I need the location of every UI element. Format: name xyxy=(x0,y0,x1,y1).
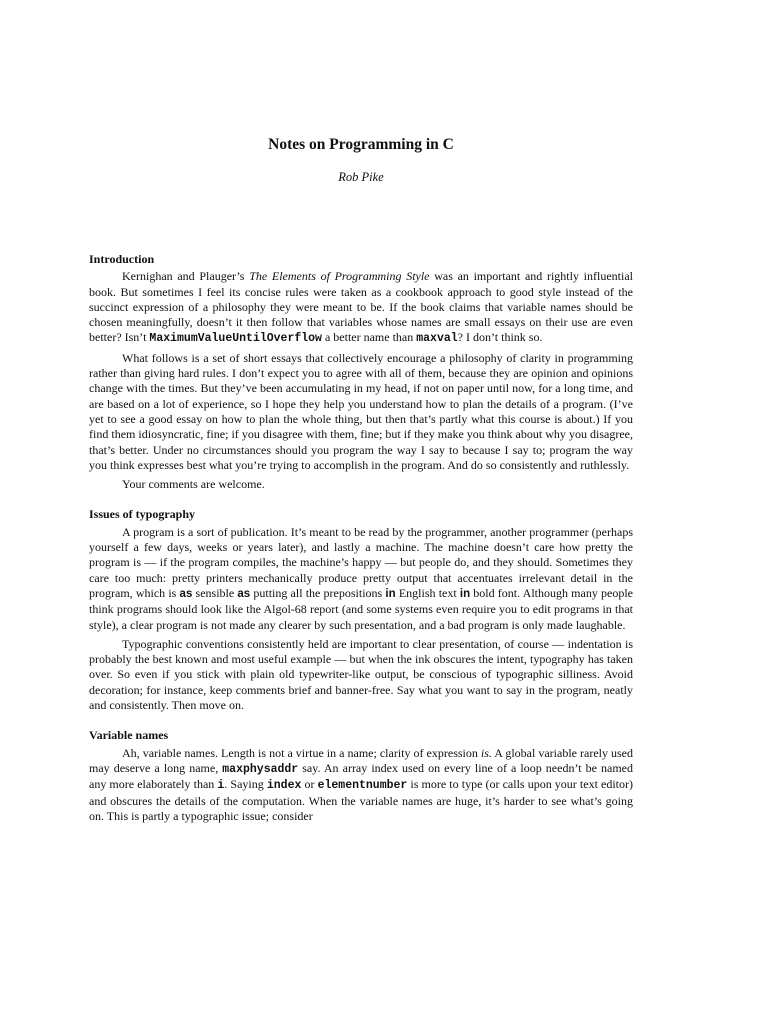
paragraph: Typographic conventions consistently held are important to clear presentation, of course — indentation is probably the best known and most useful example — but when the ink obscures the intent, typography has taken over. So even if you stick with plain old typewriter-like output, be conscious of typographic silliness. Avoid decoration; for instance, keep comments brief and banner-free. Say what you want to say in the program, neatly and consistently. Then move on. xyxy=(89,636,633,713)
code-identifier: MaximumValueUntilOverflow xyxy=(149,332,322,346)
paragraph: What follows is a set of short essays that collectively encourage a philosophy of clarity in programming rather than giving hard rules. I don’t expect you to agree with all of them, because they are opinion and opinions change with the times. But they’ve been accumulating in my head, if not on paper until now, for a long time, and are based on a lot of experience, so I hope they help you understand how to plan the details of a program. (I’ve yet to see a good essay on how to plan the whole thing, but then that’s partly what this course is about.) If you find them idiosyncratic, fine; if you disagree with them, fine; but if they make you think about why you disagree, that’s better. Under no circumstances should you program the way I say to because I say to; program the way you think expresses best what you’re trying to accomplish in the program. And do so consistently and ruthlessly. xyxy=(89,350,633,472)
document-title: Notes on Programming in C xyxy=(268,136,454,153)
code-identifier: maxval xyxy=(416,332,458,346)
section-heading: Issues of typography xyxy=(89,507,196,522)
code-identifier: i xyxy=(217,779,225,793)
document-author: Rob Pike xyxy=(338,170,384,184)
section-variable-names xyxy=(89,728,633,824)
code-identifier: elementnumber xyxy=(317,779,408,793)
code-identifier: index xyxy=(266,779,302,793)
paragraph: A program is a sort of publication. It’s meant to be read by the programmer, another programmer (perhaps yourself a few days, weeks or years later), and lastly a machine. The machine doesn’t care how pretty the program is — if the program compiles, the machine’s happy — but people do, and they should. Sometimes they care too much: pretty printers mechanically produce pretty output that accentuates irrelevant detail in the program, which is as sensible as putting all the prepositions in English text in bold font. Although many people think programs should look like the Algol-68 report (and some systems even require you to edit programs in that style), a clear program is not made any clearer by such presentation, and a bad program is only made laughable. xyxy=(89,524,634,632)
section-typography xyxy=(89,507,633,713)
document-body xyxy=(89,252,633,839)
section-heading: Introduction xyxy=(89,252,155,266)
code-identifier: maxphysaddr xyxy=(222,762,299,776)
paragraph: Ah, variable names. Length is not a virtue in a name; clarity of expression is. A global variable rarely used may deserve a long name, maxphysaddr say. An array index used on every line of a loop needn’t be named any more elaborately than i. Saying index or elementnumber is more to type (or calls upon your text editor) and obscures the details of the computation. When the variable names are huge, it’s harder to see what’s going on. This is partly a typographic issue; consider xyxy=(89,745,634,823)
paragraph: Your comments are welcome. xyxy=(122,477,265,492)
section-introduction xyxy=(89,252,633,492)
paragraph: Kernighan and Plauger’s The Elements of Programming Style was an important and rightly influential book. But sometimes I feel its concise rules were taken as a cookbook approach to good style instead of the succinct expression of a philosophy they were meant to be. If the book claims that variable names should be chosen meaningfully, doesn’t it then follow that variables whose names are small essays on their use are even better? Isn’t MaximumValueUntilOverflow a better name than maxval? I don’t think so. xyxy=(89,269,633,346)
section-heading: Variable names xyxy=(89,728,169,743)
